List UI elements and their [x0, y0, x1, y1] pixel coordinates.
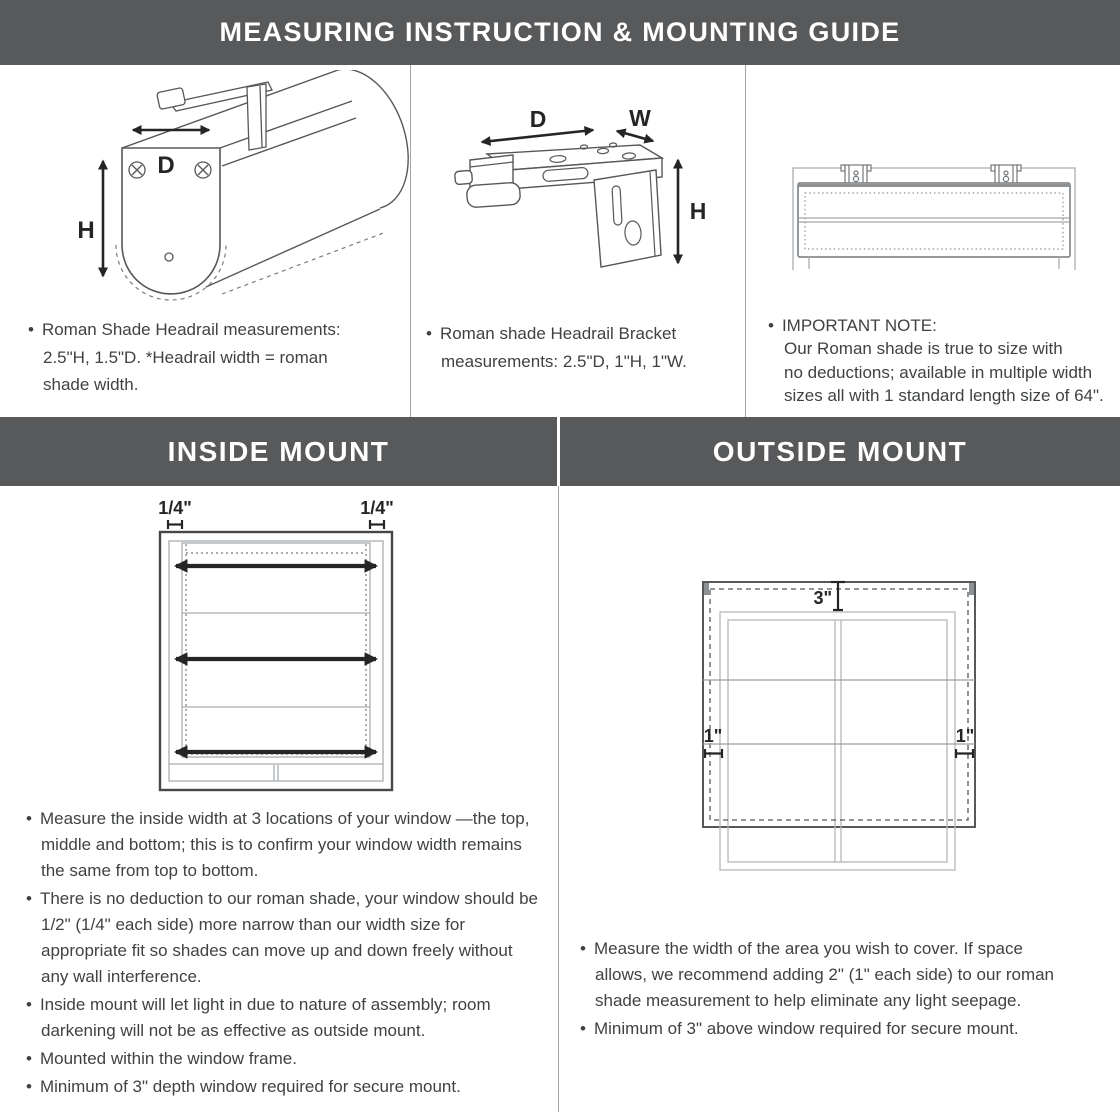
bullet-item: • Measure the width of the area you wish to cover. If space allows, we recommend adding 2" (1" each side) to our roman shade measurement to help eliminate any light seepage. [580, 936, 1072, 1014]
section-divider [558, 486, 559, 1112]
dimension-label-h: H [77, 217, 95, 244]
note-line: Our Roman shade is true to size with [784, 339, 1063, 359]
headrail-bullet-list [28, 316, 363, 399]
gap-label-right: 1" [955, 726, 975, 746]
left-overhang-measure [704, 726, 723, 758]
mounting-bracket-icon [841, 165, 871, 185]
inside-mount-bar [0, 417, 557, 486]
gap-label-right: 1/4" [360, 498, 394, 518]
header-bar [0, 0, 1120, 65]
outside-mount-diagram [660, 570, 980, 880]
outside-mount-title: OUTSIDE MOUNT [712, 435, 968, 467]
bracket-nub [704, 583, 709, 595]
bracket-bullet-list [426, 320, 726, 375]
note-heading-row [768, 314, 1116, 337]
depth-dimension-arrow [482, 106, 593, 142]
bracket-diagram [410, 85, 750, 330]
important-note [768, 314, 1116, 408]
outside-mount-bar [560, 417, 1120, 486]
bullet-item: • There is no deduction to our roman shade, your window should be 1/2" (1/4" each side) more narrow than our width size for appropriate fit so shades can move up and down freely without any wall interference. [26, 886, 538, 990]
bracket-nub [969, 583, 974, 595]
dimension-label-d: D [529, 106, 547, 132]
gap-label-top: 3" [813, 588, 832, 608]
shade-body [182, 543, 370, 757]
headrail-diagram [0, 70, 410, 315]
bullet-item: • Inside mount will let light in due to nature of assembly; room darkening will not be as effective as outside mount. [26, 992, 538, 1044]
inside-mount-title: INSIDE MOUNT [167, 435, 390, 467]
gap-measure-mark-left [168, 520, 182, 529]
page-title: MEASURING INSTRUCTION & MOUNTING GUIDE [219, 17, 901, 47]
gap-label-left: 1" [703, 726, 723, 746]
height-dimension-arrow [678, 160, 706, 263]
height-dimension-arrow [77, 161, 103, 276]
note-line: sizes all with 1 standard length size of 64". [784, 386, 1104, 406]
shade-body [703, 582, 975, 827]
gap-measure-mark-right [370, 520, 384, 529]
bullet-item: • Roman shade Headrail Bracket measurements: 2.5"D, 1"H, 1"W. [426, 320, 726, 375]
outside-mount-bullet-list [580, 936, 1072, 1044]
dimension-label-d: D [157, 152, 175, 179]
bullet-item: • Measure the inside width at 3 locations of your window —the top, middle and bottom; this is to confirm your window width remains the same from top to bottom. [26, 806, 538, 884]
bullet-item: • Minimum of 3" above window required for secure mount. [580, 1016, 1072, 1042]
dimension-label-w: W [629, 105, 651, 131]
note-heading: IMPORTANT NOTE: [781, 316, 937, 335]
inside-mount-bullet-list [26, 806, 538, 1102]
bracket-body [455, 145, 662, 267]
bullet-item: • Roman Shade Headrail measurements: 2.5"H, 1.5"D. *Headrail width = roman shade width. [28, 316, 363, 399]
bullet-dot: • [768, 316, 774, 335]
bullet-item: • Minimum of 3" depth window required for secure mount. [26, 1074, 538, 1100]
headrail-mounted-bracket [157, 82, 272, 150]
shade-front-diagram [785, 160, 1085, 282]
inside-mount-diagram [130, 492, 430, 802]
right-overhang-measure [956, 726, 975, 758]
shade-body [798, 183, 1070, 257]
headrail-dashed-edge [222, 232, 386, 294]
mounting-bracket-icon [991, 165, 1021, 185]
note-line: no deductions; available in multiple width [784, 362, 1093, 382]
width-dimension-arrow [617, 105, 653, 141]
gap-label-left: 1/4" [158, 498, 192, 518]
bullet-item: • Mounted within the window frame. [26, 1046, 538, 1072]
dimension-label-h: H [689, 198, 707, 224]
